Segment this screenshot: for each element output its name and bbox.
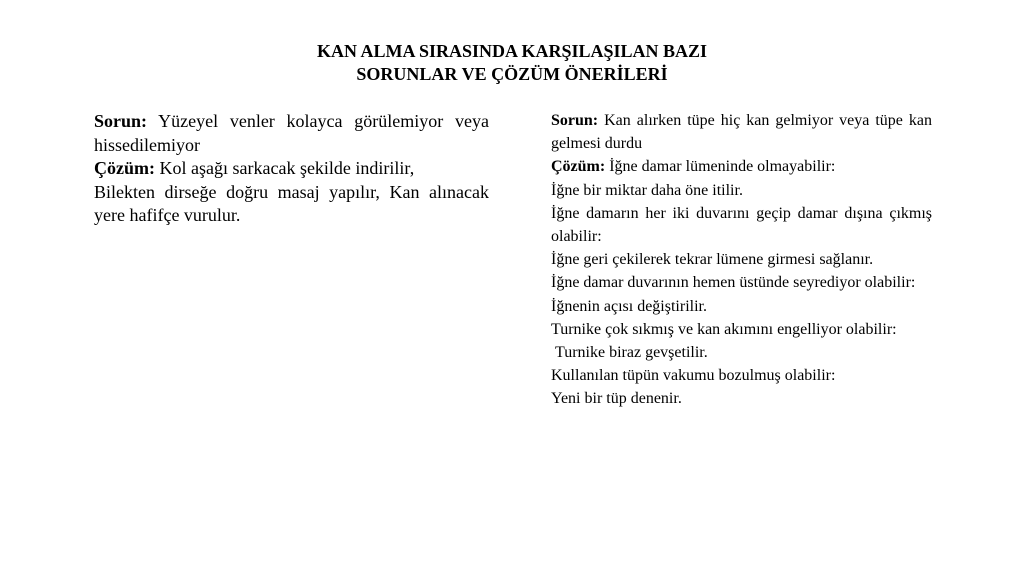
left-problem: [94, 110, 489, 157]
right-line: İğne damar duvarının hemen üstünde seyrediyor olabilir:: [551, 274, 916, 292]
right-line: Turnike biraz gevşetilir.: [551, 344, 708, 362]
right-line: İğne geri çekilerek tekrar lümene girmesi sağlanır.: [551, 251, 874, 269]
left-solution: [94, 157, 489, 181]
right-column: [551, 109, 932, 411]
right-line: Kullanılan tüpün vakumu bozulmuş olabilir:: [551, 367, 836, 385]
right-solution: [551, 155, 932, 178]
right-solution-label: Çözüm:: [551, 158, 606, 176]
left-problem-text: Yüzeyel venler kolayca görülemiyor veya hissedilemiyor: [94, 111, 489, 155]
left-problem-label: Sorun:: [94, 111, 148, 131]
right-line: Yeni bir tüp denenir.: [551, 390, 682, 408]
right-line: İğnenin açısı değiştirilir.: [551, 297, 707, 315]
right-line: İğne bir miktar daha öne itilir.: [551, 181, 743, 199]
right-problem-text: Kan alırken tüpe hiç kan gelmiyor veya tüpe kan gelmesi durdu: [551, 112, 932, 153]
title-line-1: KAN ALMA SIRASINDA KARŞILAŞILAN BAZI: [316, 41, 708, 61]
right-problem-label: Sorun:: [551, 112, 599, 129]
right-problem: [551, 109, 932, 155]
left-solution-label: Çözüm:: [94, 158, 155, 178]
right-line: İğne damarın her iki duvarını geçip damar dışına çıkmış olabilir:: [551, 204, 932, 246]
left-solution-continued: Bilekten dirseğe doğru masaj yapılır, Kan alınacak yere hafifçe vurulur.: [94, 181, 489, 225]
left-column: [94, 110, 489, 228]
title-line-2: SORUNLAR VE ÇÖZÜM ÖNERİLERİ: [356, 64, 668, 84]
right-solution-text: İğne damar lümeninde olmayabilir:: [605, 158, 836, 176]
slide-title: [0, 40, 1024, 86]
right-line: Turnike çok sıkmış ve kan akımını engelliyor olabilir:: [551, 320, 897, 338]
left-solution-text-1: Kol aşağı sarkacak şekilde indirilir,: [155, 158, 415, 178]
